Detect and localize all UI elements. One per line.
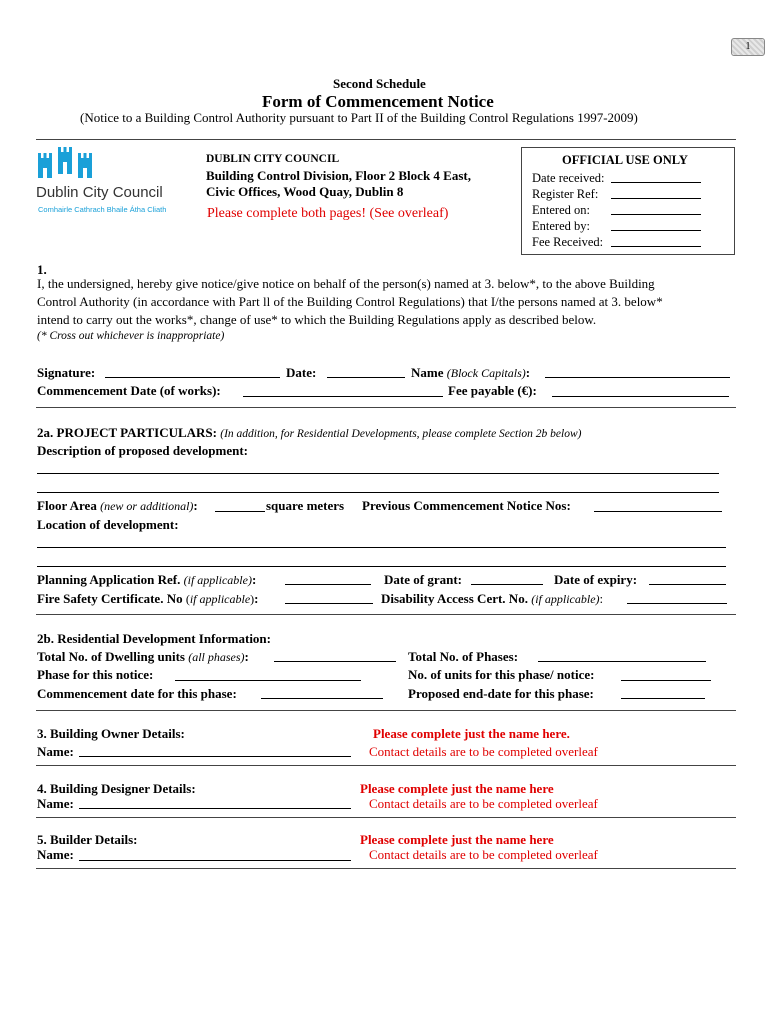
total-units-label: Total No. of Dwelling units (all phases): [37, 649, 249, 664]
planning-ref-field[interactable] [285, 584, 371, 585]
fee-payable-label: Fee payable (€): [448, 383, 537, 398]
section1-number: 1. [37, 262, 47, 277]
designer-name-label: Name: [37, 796, 74, 811]
units-phase-label: No. of units for this phase/ notice: [408, 667, 595, 682]
section4-heading: 4. Building Designer Details: [37, 781, 196, 796]
owner-name-label: Name: [37, 744, 74, 759]
official-row-entered-by: Entered by: [532, 219, 590, 233]
council-division: Building Control Division, Floor 2 Block 4 East, [206, 168, 471, 183]
commencement-phase-label: Commencement date for this phase: [37, 686, 237, 701]
page-indicator: 1 [731, 38, 765, 56]
previous-notice-field[interactable] [594, 511, 722, 512]
council-address: Civic Offices, Wood Quay, Dublin 8 [206, 184, 404, 199]
date-field[interactable] [327, 377, 405, 378]
entered-by-field[interactable] [611, 230, 701, 231]
section1-text: Control Authority (in accordance with Part ll of the Building Control Regulations) that I/the persons named at 3. below* [37, 294, 663, 309]
end-date-label: Proposed end-date for this phase: [408, 686, 594, 701]
owner-contact-note: Contact details are to be completed overleaf [369, 744, 598, 759]
castle-icon [36, 146, 106, 184]
register-ref-field[interactable] [611, 198, 701, 199]
commencement-date-label: Commencement Date (of works): [37, 383, 221, 398]
logo-irish-text: Comhairle Cathrach Bhaile Átha Cliath [38, 205, 167, 214]
date-of-grant-field[interactable] [471, 584, 543, 585]
description-field-line2[interactable] [37, 492, 719, 493]
section2b-heading: 2b. Residential Development Information: [37, 631, 271, 646]
square-meters-label: square meters [266, 498, 345, 513]
total-phases-label: Total No. of Phases: [408, 649, 519, 664]
complete-both-pages-notice: Please complete both pages! (See overleaf) [207, 206, 449, 221]
schedule-label: Second Schedule [333, 76, 426, 91]
phase-notice-label: Phase for this notice: [37, 667, 154, 682]
divider [36, 817, 736, 818]
total-units-field[interactable] [274, 661, 396, 662]
divider [36, 868, 736, 869]
designer-contact-note: Contact details are to be completed overleaf [369, 796, 598, 811]
dublin-city-council-logo [36, 146, 196, 216]
previous-notice-label: Previous Commencement Notice Nos: [362, 498, 571, 513]
date-received-field[interactable] [611, 182, 701, 183]
official-row-entered-on: Entered on: [532, 203, 590, 217]
section1-note: (* Cross out whichever is inappropriate) [37, 330, 225, 342]
floor-area-label: Floor Area (new or additional): [37, 498, 198, 513]
date-of-expiry-label: Date of expiry: [554, 572, 638, 587]
end-date-field[interactable] [621, 698, 705, 699]
official-row-register-ref: Register Ref: [532, 187, 599, 201]
commencement-date-field[interactable] [243, 396, 443, 397]
builder-name-label: Name: [37, 847, 74, 862]
section5-heading: 5. Builder Details: [37, 832, 138, 847]
subtitle: (Notice to a Building Control Authority pursuant to Part II of the Building Control Regulations 1997-2009) [80, 110, 638, 125]
fire-cert-field[interactable] [285, 603, 373, 604]
owner-name-field[interactable] [79, 756, 351, 757]
entered-on-field[interactable] [611, 214, 701, 215]
date-of-grant-label: Date of grant: [384, 572, 462, 587]
fee-payable-field[interactable] [552, 396, 729, 397]
fee-received-field[interactable] [611, 246, 701, 247]
official-use-title: OFFICIAL USE ONLY [562, 153, 688, 167]
builder-name-note: Please complete just the name here [360, 832, 554, 847]
section2a-heading: 2a. PROJECT PARTICULARS: (In addition, for Residential Developments, please complete Section 2b below) [37, 425, 582, 440]
commencement-phase-field[interactable] [261, 698, 383, 699]
disability-cert-field[interactable] [627, 603, 727, 604]
section3-heading: 3. Building Owner Details: [37, 726, 185, 741]
divider [36, 710, 736, 711]
signature-label: Signature: [37, 365, 96, 380]
designer-name-field[interactable] [79, 808, 351, 809]
fire-cert-label: Fire Safety Certificate. No (if applicable): [37, 591, 259, 606]
units-phase-field[interactable] [621, 680, 711, 681]
divider [36, 614, 736, 615]
disability-cert-label: Disability Access Cert. No. (if applicable): [381, 591, 604, 606]
name-field[interactable] [545, 377, 730, 378]
section1-text: I, the undersigned, hereby give notice/give notice on behalf of the person(s) named at 3. below*, to the above Building [37, 276, 655, 291]
planning-ref-label: Planning Application Ref. (if applicable): [37, 572, 257, 587]
floor-area-field[interactable] [215, 511, 265, 512]
date-label: Date: [286, 365, 317, 380]
divider [36, 765, 736, 766]
date-of-expiry-field[interactable] [649, 584, 726, 585]
divider [36, 407, 736, 408]
description-field-line1[interactable] [37, 473, 719, 474]
official-row-fee-received: Fee Received: [532, 235, 604, 249]
location-field-line1[interactable] [37, 547, 726, 548]
owner-name-note: Please complete just the name here. [373, 726, 570, 741]
phase-notice-field[interactable] [175, 680, 361, 681]
signature-field[interactable] [105, 377, 280, 378]
logo-wordmark: Dublin City Council [36, 184, 163, 201]
location-field-line2[interactable] [37, 566, 726, 567]
location-label: Location of development: [37, 517, 179, 532]
header-divider [36, 139, 736, 140]
official-use-box [521, 147, 735, 255]
designer-name-note: Please complete just the name here [360, 781, 554, 796]
total-phases-field[interactable] [538, 661, 706, 662]
name-label: Name (Block Capitals): [411, 365, 531, 380]
council-name: DUBLIN CITY COUNCIL [206, 153, 340, 165]
builder-name-field[interactable] [79, 860, 351, 861]
description-label: Description of proposed development: [37, 443, 249, 458]
page-title: Form of Commencement Notice [262, 92, 494, 111]
section1-text: intend to carry out the works*, change of use* to which the Building Regulations apply as described below. [37, 312, 597, 327]
official-row-date-received: Date received: [532, 171, 605, 185]
builder-contact-note: Contact details are to be completed overleaf [369, 847, 598, 862]
